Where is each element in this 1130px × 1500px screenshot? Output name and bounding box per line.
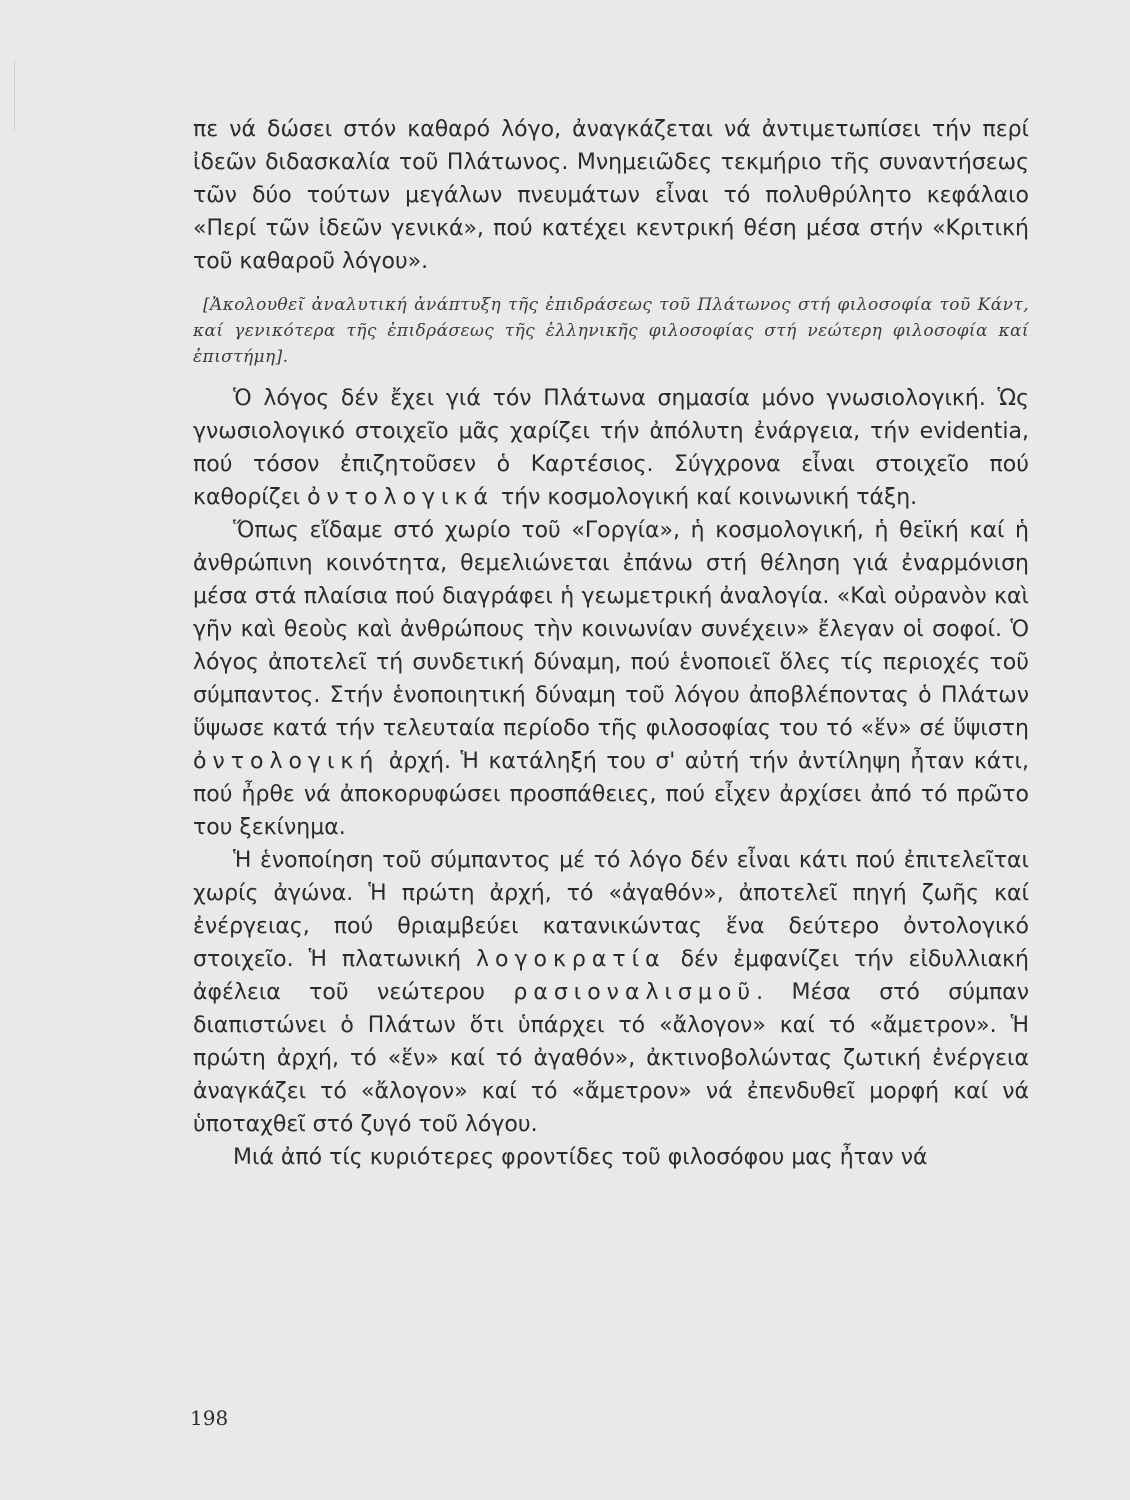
emphasized-word: ρασιοναλισμοῦ	[513, 980, 757, 1005]
body-text	[193, 113, 1029, 1174]
editorial-note: [Ἀκολουθεῖ ἀναλυτική ἀνάπτυξη τῆς ἐπιδράσεως τοῦ Πλάτωνος στή φιλοσοφία τοῦ Κάντ, καί γενικότερα τῆς ἐπιδράσεως τῆς ἑλληνικῆς φιλοσοφίας στή νεώτερη φιλοσοφία καί ἐπιστήμη].	[193, 295, 1029, 367]
paragraph-text: Ὅπως εἴδαμε στό χωρίο τοῦ «Γοργία», ἡ κοσμολογική, ἡ θεϊκή καί ἡ ἀνθρώπινη κοινότητα, θεμελιώνεται ἐπάνω στή θέληση γιά ἐναρμόνιση μέσα στά πλαίσια πού διαγράφει ἡ γεωμετρική ἀναλογία. «Καὶ οὐρανὸν καὶ γῆν καὶ θεοὺς καὶ ἀνθρώπους τὴν κοινωνίαν συνέχειν» ἔλεγαν οἱ σοφοί. Ὁ λόγος ἀποτελεῖ τή συνδετική δύναμη, πού ἑνοποιεῖ ὅλες τίς περιοχές τοῦ σύμπαντος. Στήν ἑνοποιητική δύναμη τοῦ λόγου ἀποβλέποντας ὁ Πλάτων ὕψωσε κατά τήν τελευταία περίοδο τῆς φιλοσοφίας του τό «ἕν» σέ ὕψιστη	[193, 518, 1029, 741]
emphasized-word: ὀντολογική	[193, 749, 380, 774]
paragraph-text: τήν κοσμολογική καί κοινωνική τάξη.	[493, 485, 918, 510]
emphasized-word: λογοκρατία	[476, 947, 666, 972]
paragraph-text: Ἡ ἑνοποίηση τοῦ σύμπαντος μέ τό λόγο δέν εἶναι κάτι πού ἐπιτελεῖται χωρίς ἀγώνα. Ἡ πρώτη ἀρχή, τό «ἀγαθόν», ἀποτελεῖ πηγή ζωῆς καί ἐνέργειας, πού θριαμβεύει κατανικώντας ἕνα δεύτερο ὀντολογικό στοιχεῖο. Ἡ πλατωνική	[193, 848, 1029, 972]
paragraph-text: Ὁ λόγος δέν ἔχει γιά τόν Πλάτωνα σημασία μόνο γνωσιολογική. Ὡς γνωσιολογικό στοιχεῖο μᾶς χαρίζει τήν ἀπόλυτη ἐνάργεια, τήν evidentia, πού τόσον ἐπιζητοῦσεν ὁ Καρτέσιος. Σύγχρονα εἶναι στοιχεῖο πού καθορίζει	[193, 386, 1029, 510]
paragraph-final	[193, 1141, 1029, 1174]
binding-gutter-mark	[0, 60, 15, 130]
paragraph-continuation	[193, 113, 1029, 278]
emphasized-word: ὀντολογικά	[307, 485, 494, 510]
paragraph-unification	[193, 844, 1029, 1141]
paragraph-gorgias	[193, 514, 1029, 844]
paragraph-text: ἀρχή. Ἡ κατάληξή του σ' αὐτή τήν ἀντίληψη ἦταν κάτι, πού ἦρθε νά ἀποκορυφώσει προσπάθειες, πού εἶχεν ἀρχίσει ἀπό τό πρῶτο του ξεκίνημα.	[193, 749, 1029, 840]
paragraph-text: Μιά ἀπό τίς κυριότερες φροντίδες τοῦ φιλοσόφου μας ἦταν νά	[233, 1145, 928, 1170]
paragraph-text: δέν ἐμφανίζει τήν εἰδυλλιακή ἀφέλεια τοῦ νεώτερου	[193, 947, 1029, 1005]
paragraph-text: . Μέσα στό σύμπαν διαπιστώνει ὁ Πλάτων ὅτι ὑπάρχει τό «ἄλογον» καί τό «ἄμετρον». Ἡ πρώτη ἀρχή, τό «ἕν» καί τό ἀγαθόν», ἀκτινοβολώντας ζωτική ἐνέργεια ἀναγκάζει τό «ἄλογον» καί τό «ἄμετρον» νά ἐπενδυθεῖ μορφή καί νά ὑποταχθεῖ στό ζυγό τοῦ λόγου.	[193, 980, 1029, 1137]
paragraph-logos	[193, 382, 1029, 514]
paragraph-text: πε νά δώσει στόν καθαρό λόγο, ἀναγκάζεται νά ἀντιμετωπίσει τήν περί ἰδεῶν διδασκαλία τοῦ Πλάτωνος. Μνημειῶδες τεκμήριο τῆς συναντήσεως τῶν δύο τούτων μεγάλων πνευμάτων εἶναι τό πολυθρύλητο κεφάλαιο «Περί τῶν ἰδεῶν γενικά», πού κατέχει κεντρική θέση μέσα στήν «Κριτική τοῦ καθαροῦ λόγου».	[193, 117, 1029, 274]
page-number: 198	[190, 1406, 229, 1430]
